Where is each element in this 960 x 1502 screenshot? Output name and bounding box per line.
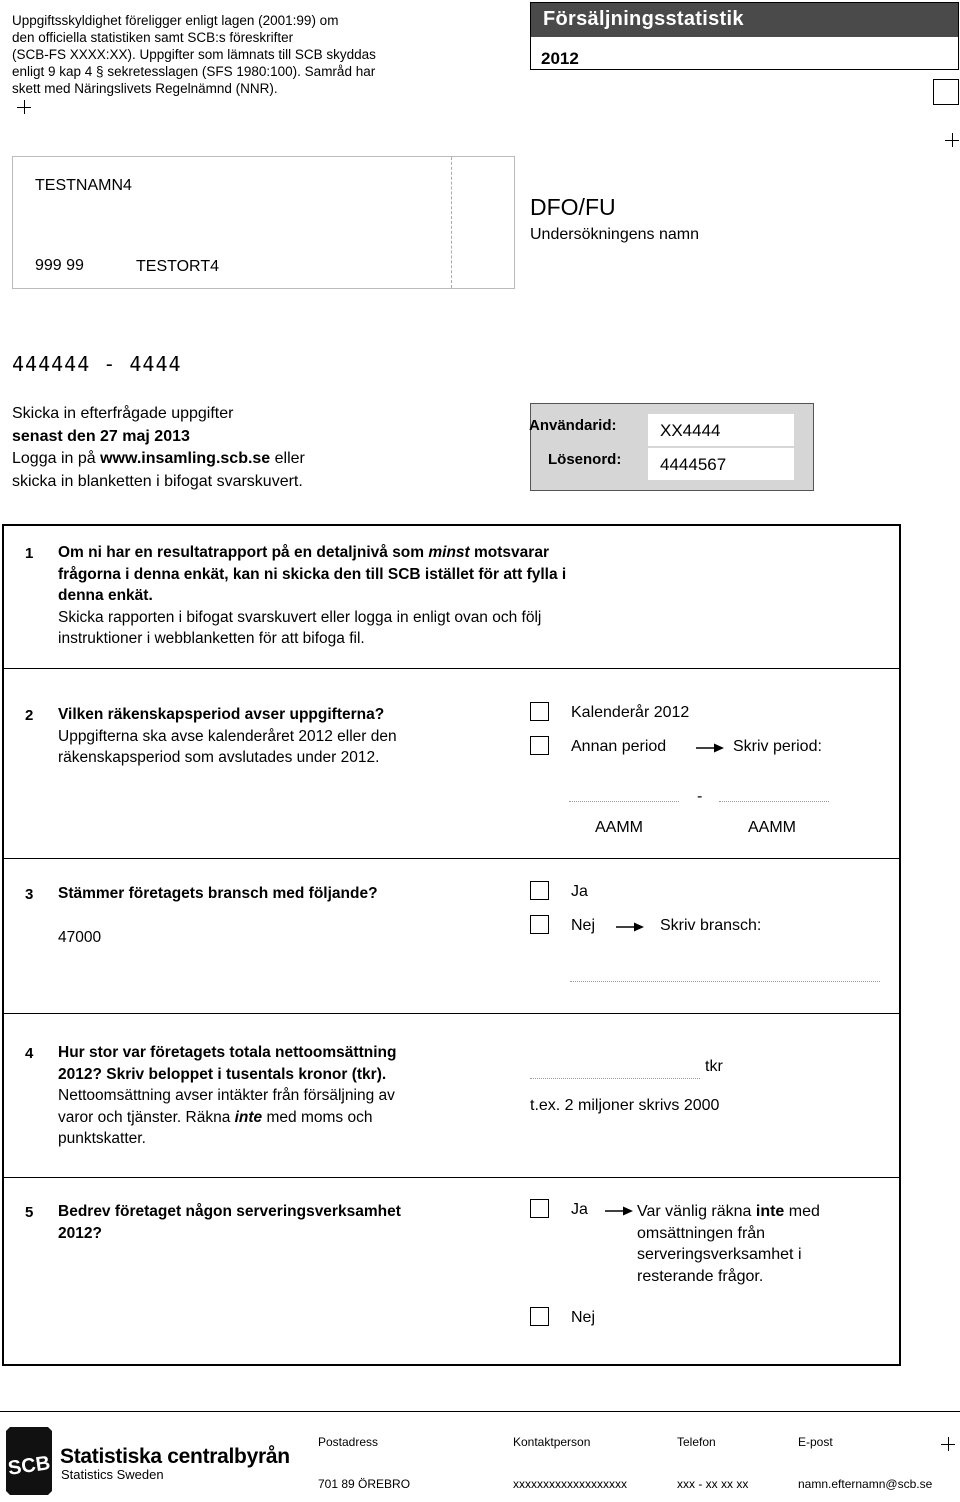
legal-notice-line: den officiella statistiken samt SCB:s föreskrifter xyxy=(12,30,294,45)
user-id-label: Användarid: xyxy=(529,417,617,434)
question-1-line: denna enkät. xyxy=(58,587,153,604)
logo-mark-text: SCB xyxy=(6,1452,52,1480)
postal-address-label: Postadress xyxy=(318,1435,379,1449)
registration-mark-icon xyxy=(941,1437,955,1451)
other-period-label: Annan period xyxy=(571,738,667,755)
logo-name: Statistiska centralbyrån xyxy=(60,1445,290,1468)
period-to-format: AAMM xyxy=(748,819,796,836)
corner-checkbox[interactable] xyxy=(933,79,959,105)
login-credentials xyxy=(530,403,814,491)
survey-year: 2012 xyxy=(541,49,579,68)
question-divider xyxy=(4,1177,899,1178)
contact-person-label: Kontaktperson xyxy=(513,1435,591,1449)
password-label: Lösenord: xyxy=(548,451,622,468)
serving-note-part: med xyxy=(784,1203,820,1220)
scb-logo-icon xyxy=(4,1425,54,1497)
question-divider xyxy=(4,1013,899,1014)
organization-number: 444444 - 4444 xyxy=(12,352,182,376)
instruction-text: eller xyxy=(270,450,305,467)
legal-notice xyxy=(12,12,382,97)
write-period-label: Skriv period: xyxy=(733,738,822,755)
question-4-text-part: med moms och xyxy=(262,1108,373,1126)
period-from-format: AAMM xyxy=(595,819,643,836)
postal-code: 999 99 xyxy=(35,257,84,274)
legal-notice-line: enligt 9 kap 4 § sekretesslagen (SFS 1980:100). Samråd har xyxy=(12,64,376,79)
form-title: Försäljningsstatistik xyxy=(531,3,958,37)
email-value: namn.efternamn@scb.se xyxy=(798,1477,933,1491)
question-5-line: Bedrev företaget någon serveringsverksamhet xyxy=(58,1203,401,1220)
footer-divider xyxy=(0,1411,960,1412)
emphasis: inte xyxy=(755,1203,785,1220)
period-dash: - xyxy=(697,788,703,805)
serving-yes-label: Ja xyxy=(571,1201,588,1218)
industry-code: 47000 xyxy=(58,929,102,946)
serving-note xyxy=(637,1201,820,1287)
industry-no-checkbox[interactable] xyxy=(530,915,549,934)
submission-instructions xyxy=(12,403,305,493)
question-4-text-part: varor och tjänster. Räkna xyxy=(58,1108,235,1126)
question-4-line: punktskatter. xyxy=(58,1130,146,1147)
instruction-line: skicka in blanketten i bifogat svarskuvert. xyxy=(12,472,303,490)
period-to-input[interactable] xyxy=(719,801,829,802)
question-number: 5 xyxy=(25,1204,34,1221)
question-1-text-part: motsvarar xyxy=(469,544,549,561)
serving-note-line: resterande frågor. xyxy=(637,1267,764,1285)
question-4-text xyxy=(58,1042,478,1150)
period-from-input[interactable] xyxy=(569,801,679,802)
write-industry-label: Skriv bransch: xyxy=(660,917,762,934)
legal-notice-line: (SCB-FS XXXX:XX). Uppgifter som lämnats till SCB skyddas xyxy=(12,47,376,62)
company-name: TESTNAMN4 xyxy=(35,177,132,194)
user-id-value: XX4444 xyxy=(648,414,794,446)
emphasis: inte xyxy=(234,1108,263,1126)
question-4-line: 2012? Skriv beloppet i tusentals kronor (tkr). xyxy=(58,1065,387,1083)
contact-person-value: xxxxxxxxxxxxxxxxxxx xyxy=(513,1477,627,1491)
question-1-line: instruktioner i webblanketten för att bifoga fil. xyxy=(58,630,365,647)
email-label: E-post xyxy=(798,1435,833,1449)
registration-mark-icon xyxy=(945,133,959,147)
postal-address-value: 701 89 ÖREBRO xyxy=(318,1477,411,1491)
legal-notice-line: Uppgiftsskyldighet föreligger enligt lagen (2001:99) om xyxy=(12,13,339,28)
question-2-line: räkenskapsperiod som avslutades under 2012. xyxy=(58,749,380,766)
calendar-year-label: Kalenderår 2012 xyxy=(571,704,690,721)
deadline: senast den 27 maj 2013 xyxy=(12,427,190,445)
question-1-line xyxy=(58,542,618,564)
question-number: 2 xyxy=(25,707,34,724)
phone-value: xxx - xx xx xx xyxy=(677,1477,749,1491)
question-3-title: Stämmer företagets bransch med följande? xyxy=(58,885,378,902)
logo-subtitle: Statistics Sweden xyxy=(61,1467,164,1482)
survey-name: Undersökningens namn xyxy=(530,226,699,243)
postal-city: TESTORT4 xyxy=(136,258,219,275)
registration-mark-icon xyxy=(17,100,31,114)
question-4-line: Hur stor var företagets totala nettoomsättning xyxy=(58,1044,397,1061)
instruction-text: Logga in på xyxy=(12,450,101,467)
address-fold-line xyxy=(451,157,452,288)
question-1-line: Skicka rapporten i bifogat svarskuvert eller logga in enligt ovan och följ xyxy=(58,608,542,626)
question-divider xyxy=(4,858,899,859)
instruction-line: Skicka in efterfrågade uppgifter xyxy=(12,405,234,422)
question-2-title: Vilken räkenskapsperiod avser uppgifterna? xyxy=(58,706,385,723)
serving-note-line xyxy=(637,1201,820,1223)
instruction-line xyxy=(12,448,305,471)
question-4-line: Nettoomsättning avser intäkter från försäljning av xyxy=(58,1087,395,1104)
legal-notice-line: skett med Näringslivets Regelnämnd (NNR). xyxy=(12,81,278,96)
question-5-text xyxy=(58,1201,458,1244)
question-2-line: Uppgifterna ska avse kalenderåret 2012 eller den xyxy=(58,727,397,745)
question-divider xyxy=(4,668,899,669)
arrow-right-icon xyxy=(605,1206,633,1216)
question-number: 1 xyxy=(25,545,34,562)
serving-note-line: serveringsverksamhet i xyxy=(637,1246,802,1263)
password-value: 4444567 xyxy=(648,448,794,480)
serving-no-label: Nej xyxy=(571,1309,596,1326)
industry-yes-checkbox[interactable] xyxy=(530,881,549,900)
scb-logo xyxy=(4,1425,54,1497)
emphasis: minst xyxy=(428,544,470,561)
question-5-line: 2012? xyxy=(58,1224,102,1242)
question-4-line xyxy=(58,1107,478,1129)
phone-label: Telefon xyxy=(677,1435,716,1449)
other-period-checkbox[interactable] xyxy=(530,736,549,755)
calendar-year-checkbox[interactable] xyxy=(530,702,549,721)
question-number: 3 xyxy=(25,886,34,903)
serving-note-line: omsättningen från xyxy=(637,1224,766,1242)
serving-yes-checkbox[interactable] xyxy=(530,1199,549,1218)
arrow-right-icon xyxy=(696,743,724,753)
serving-note-part: Var vänlig räkna xyxy=(637,1203,756,1220)
address-window xyxy=(12,156,515,289)
question-2-text xyxy=(58,704,458,769)
turnover-unit: tkr xyxy=(705,1058,723,1075)
question-1-text-part: Om ni har en resultatrapport på en detaljnivå som xyxy=(58,544,429,561)
survey-code: DFO/FU xyxy=(530,194,616,220)
question-1-text xyxy=(58,542,618,650)
question-1-line: frågorna i denna enkät, kan ni skicka den till SCB istället för att fylla i xyxy=(58,565,567,583)
form-header xyxy=(530,2,959,70)
turnover-input[interactable] xyxy=(530,1078,700,1079)
arrow-right-icon xyxy=(616,922,644,932)
website-link[interactable]: www.insamling.scb.se xyxy=(100,450,271,467)
industry-input[interactable] xyxy=(570,981,880,982)
turnover-example: t.ex. 2 miljoner skrivs 2000 xyxy=(530,1097,720,1114)
industry-yes-label: Ja xyxy=(571,883,588,900)
question-number: 4 xyxy=(25,1045,34,1062)
serving-no-checkbox[interactable] xyxy=(530,1307,549,1326)
industry-no-label: Nej xyxy=(571,917,596,934)
questionnaire xyxy=(2,524,901,1366)
